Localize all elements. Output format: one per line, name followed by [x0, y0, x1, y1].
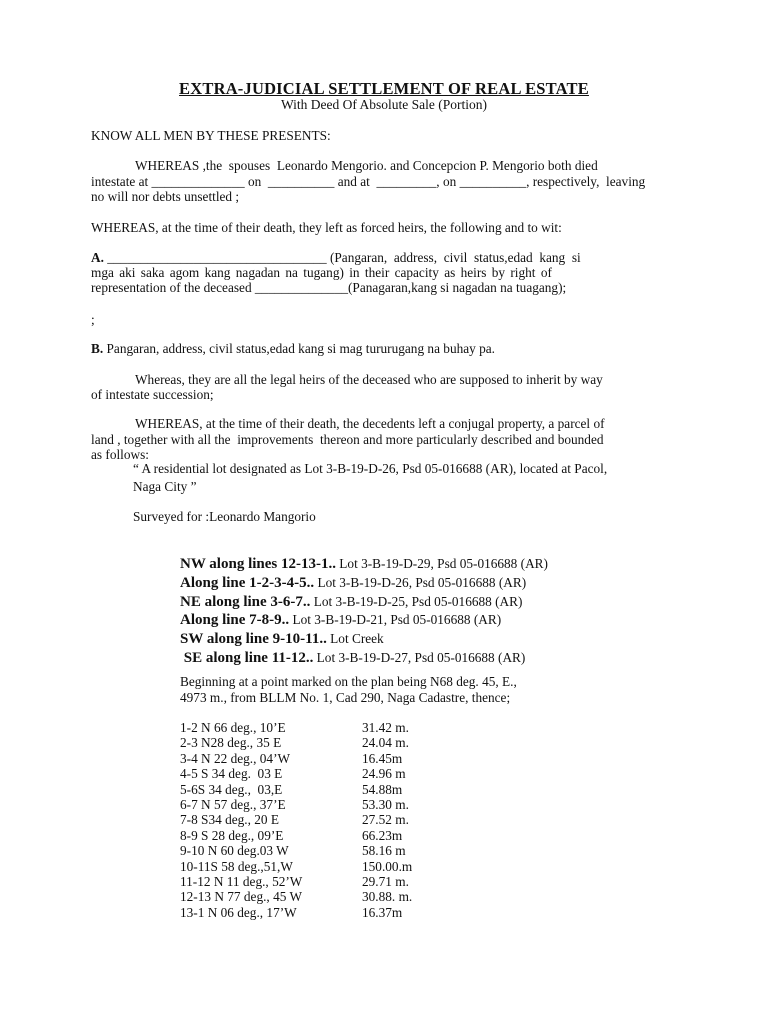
boundary-line: [180, 574, 548, 593]
table-row: [180, 735, 412, 750]
table-row: [180, 720, 412, 735]
boundary-adjoining-lot: Lot 3-B-19-D-29, Psd 05-016688 (AR): [335, 556, 548, 571]
table-row: [180, 766, 412, 781]
bearing-cell: 10-11S 58 deg.,51,W: [180, 858, 293, 874]
bearing-cell: 2-3 N28 deg., 35 E: [180, 735, 282, 751]
bearing-cell: 8-9 S 28 deg., 09’E: [180, 827, 284, 843]
heir-a-line-1: [91, 250, 681, 266]
boundary-direction: SE along line 11-12..: [180, 649, 314, 666]
intro-line: KNOW ALL MEN BY THESE PRESENTS:: [91, 128, 331, 143]
heir-a-line-2: mga aki saka agom kang nagadan na tugang) in their capacity as heirs by right of: [91, 265, 552, 280]
boundary-line: [180, 630, 548, 649]
distance-cell: 66.23m: [362, 827, 403, 843]
distance-cell: 29.71 m.: [362, 874, 409, 890]
whereas-3-line-2: of intestate succession;: [91, 387, 214, 402]
boundary-direction: NW along lines 12-13-1..: [180, 556, 336, 572]
boundary-line: [180, 593, 548, 612]
boundary-direction: NE along line 3-6-7..: [180, 593, 311, 610]
distance-cell: 53.30 m.: [362, 797, 409, 813]
whereas-4-line-3: as follows:: [91, 447, 149, 462]
distance-cell: 150.00.m: [362, 858, 413, 874]
whereas-1-line-1: WHEREAS ,the spouses Leonardo Mengorio. and Concepcion P. Mengorio both died: [135, 158, 598, 173]
distance-cell: 24.04 m.: [362, 735, 409, 751]
bearing-cell: 7-8 S34 deg., 20 E: [180, 812, 279, 828]
document-subtitle: With Deed Of Absolute Sale (Portion): [280, 97, 488, 112]
heir-a-text: _________________________________ (Pangaran, address, civil status,edad kang si: [103, 250, 581, 265]
bearing-cell: 5-6S 34 deg., 03,E: [180, 781, 283, 797]
bearing-cell: 12-13 N 77 deg., 45 W: [180, 889, 302, 905]
whereas-4-line-2: land , together with all the improvements thereon and more particularly described and bounded: [91, 432, 604, 447]
lot-description-line-1: “ A residential lot designated as Lot 3-B-19-D-26, Psd 05-016688 (AR), located at Pacol,: [133, 461, 608, 476]
table-row: [180, 782, 412, 797]
table-row: [180, 751, 412, 766]
boundary-adjoining-lot: Lot 3-B-19-D-26, Psd 05-016688 (AR): [314, 574, 527, 590]
distance-cell: 30.88. m.: [362, 889, 413, 905]
boundary-adjoining-lot: Lot Creek: [326, 631, 384, 647]
distance-cell: 16.37m: [362, 904, 403, 920]
table-row: [180, 843, 412, 858]
boundary-line: [180, 649, 548, 668]
whereas-1-line-2: intestate at ______________ on __________ and at _________, on __________, respectively, leaving: [91, 174, 646, 189]
table-row: [180, 797, 412, 812]
table-row: [180, 874, 412, 889]
whereas-2: WHEREAS, at the time of their death, they left as forced heirs, the following and to wit:: [91, 220, 562, 235]
distance-cell: 16.45m: [362, 750, 403, 766]
bearing-cell: 6-7 N 57 deg., 37’E: [180, 797, 286, 813]
heir-a-marker: A.: [91, 250, 104, 265]
distance-cell: 31.42 m.: [362, 720, 409, 735]
bearing-cell: 11-12 N 11 deg., 52’W: [180, 874, 303, 890]
semicolon-line: ;: [91, 312, 95, 327]
surveyed-for: Surveyed for :Leonardo Mangorio: [133, 509, 316, 524]
heir-a-line-3: representation of the deceased ______________(Panagaran,kang si nagadan na tuagang);: [91, 280, 567, 295]
table-row: [180, 859, 412, 874]
table-row: [180, 889, 412, 904]
beginning-line-2: 4973 m., from BLLM No. 1, Cad 290, Naga Cadastre, thence;: [180, 690, 511, 705]
boundary-adjoining-lot: Lot 3-B-19-D-25, Psd 05-016688 (AR): [310, 593, 523, 609]
boundary-direction: Along line 1-2-3-4-5..: [180, 574, 315, 591]
boundary-direction: SW along line 9-10-11..: [180, 631, 327, 648]
whereas-1-line-3: no will nor debts unsettled ;: [91, 189, 240, 204]
beginning-line-1: Beginning at a point marked on the plan being N68 deg. 45, E.,: [180, 674, 517, 689]
table-row: [180, 828, 412, 843]
table-row: [180, 812, 412, 827]
distance-cell: 27.52 m.: [362, 812, 409, 828]
lot-description-line-2: Naga City ”: [133, 479, 197, 494]
distance-cell: 54.88m: [362, 781, 403, 797]
boundary-line: [180, 555, 548, 574]
boundary-line: [180, 611, 548, 630]
bearing-cell: 3-4 N 22 deg., 04’W: [180, 750, 291, 766]
document-title: EXTRA-JUDICIAL SETTLEMENT OF REAL ESTATE: [179, 79, 589, 98]
heir-b-marker: B.: [91, 341, 104, 356]
bearing-cell: 4-5 S 34 deg. 03 E: [180, 766, 283, 782]
bearing-cell: 13-1 N 06 deg., 17’W: [180, 904, 297, 920]
whereas-4-line-1: WHEREAS, at the time of their death, the decedents left a conjugal property, a parcel of: [135, 416, 605, 431]
heir-b-text: Pangaran, address, civil status,edad kang si mag tururugang na buhay pa.: [103, 341, 495, 356]
bearing-cell: 9-10 N 60 deg.03 W: [180, 843, 289, 859]
bearing-cell: 1-2 N 66 deg., 10’E: [180, 720, 286, 735]
boundary-adjoining-lot: Lot 3-B-19-D-27, Psd 05-016688 (AR): [313, 649, 526, 665]
boundary-direction: Along line 7-8-9..: [180, 612, 290, 629]
technical-description-table: [180, 720, 412, 920]
boundaries-list: [180, 555, 548, 668]
distance-cell: 24.96 m: [362, 766, 406, 782]
table-row: [180, 905, 412, 920]
boundary-adjoining-lot: Lot 3-B-19-D-21, Psd 05-016688 (AR): [289, 612, 502, 628]
distance-cell: 58.16 m: [362, 843, 406, 859]
whereas-3-line-1: Whereas, they are all the legal heirs of the deceased who are supposed to inherit by way: [135, 372, 603, 387]
heir-b-line: [91, 341, 495, 357]
